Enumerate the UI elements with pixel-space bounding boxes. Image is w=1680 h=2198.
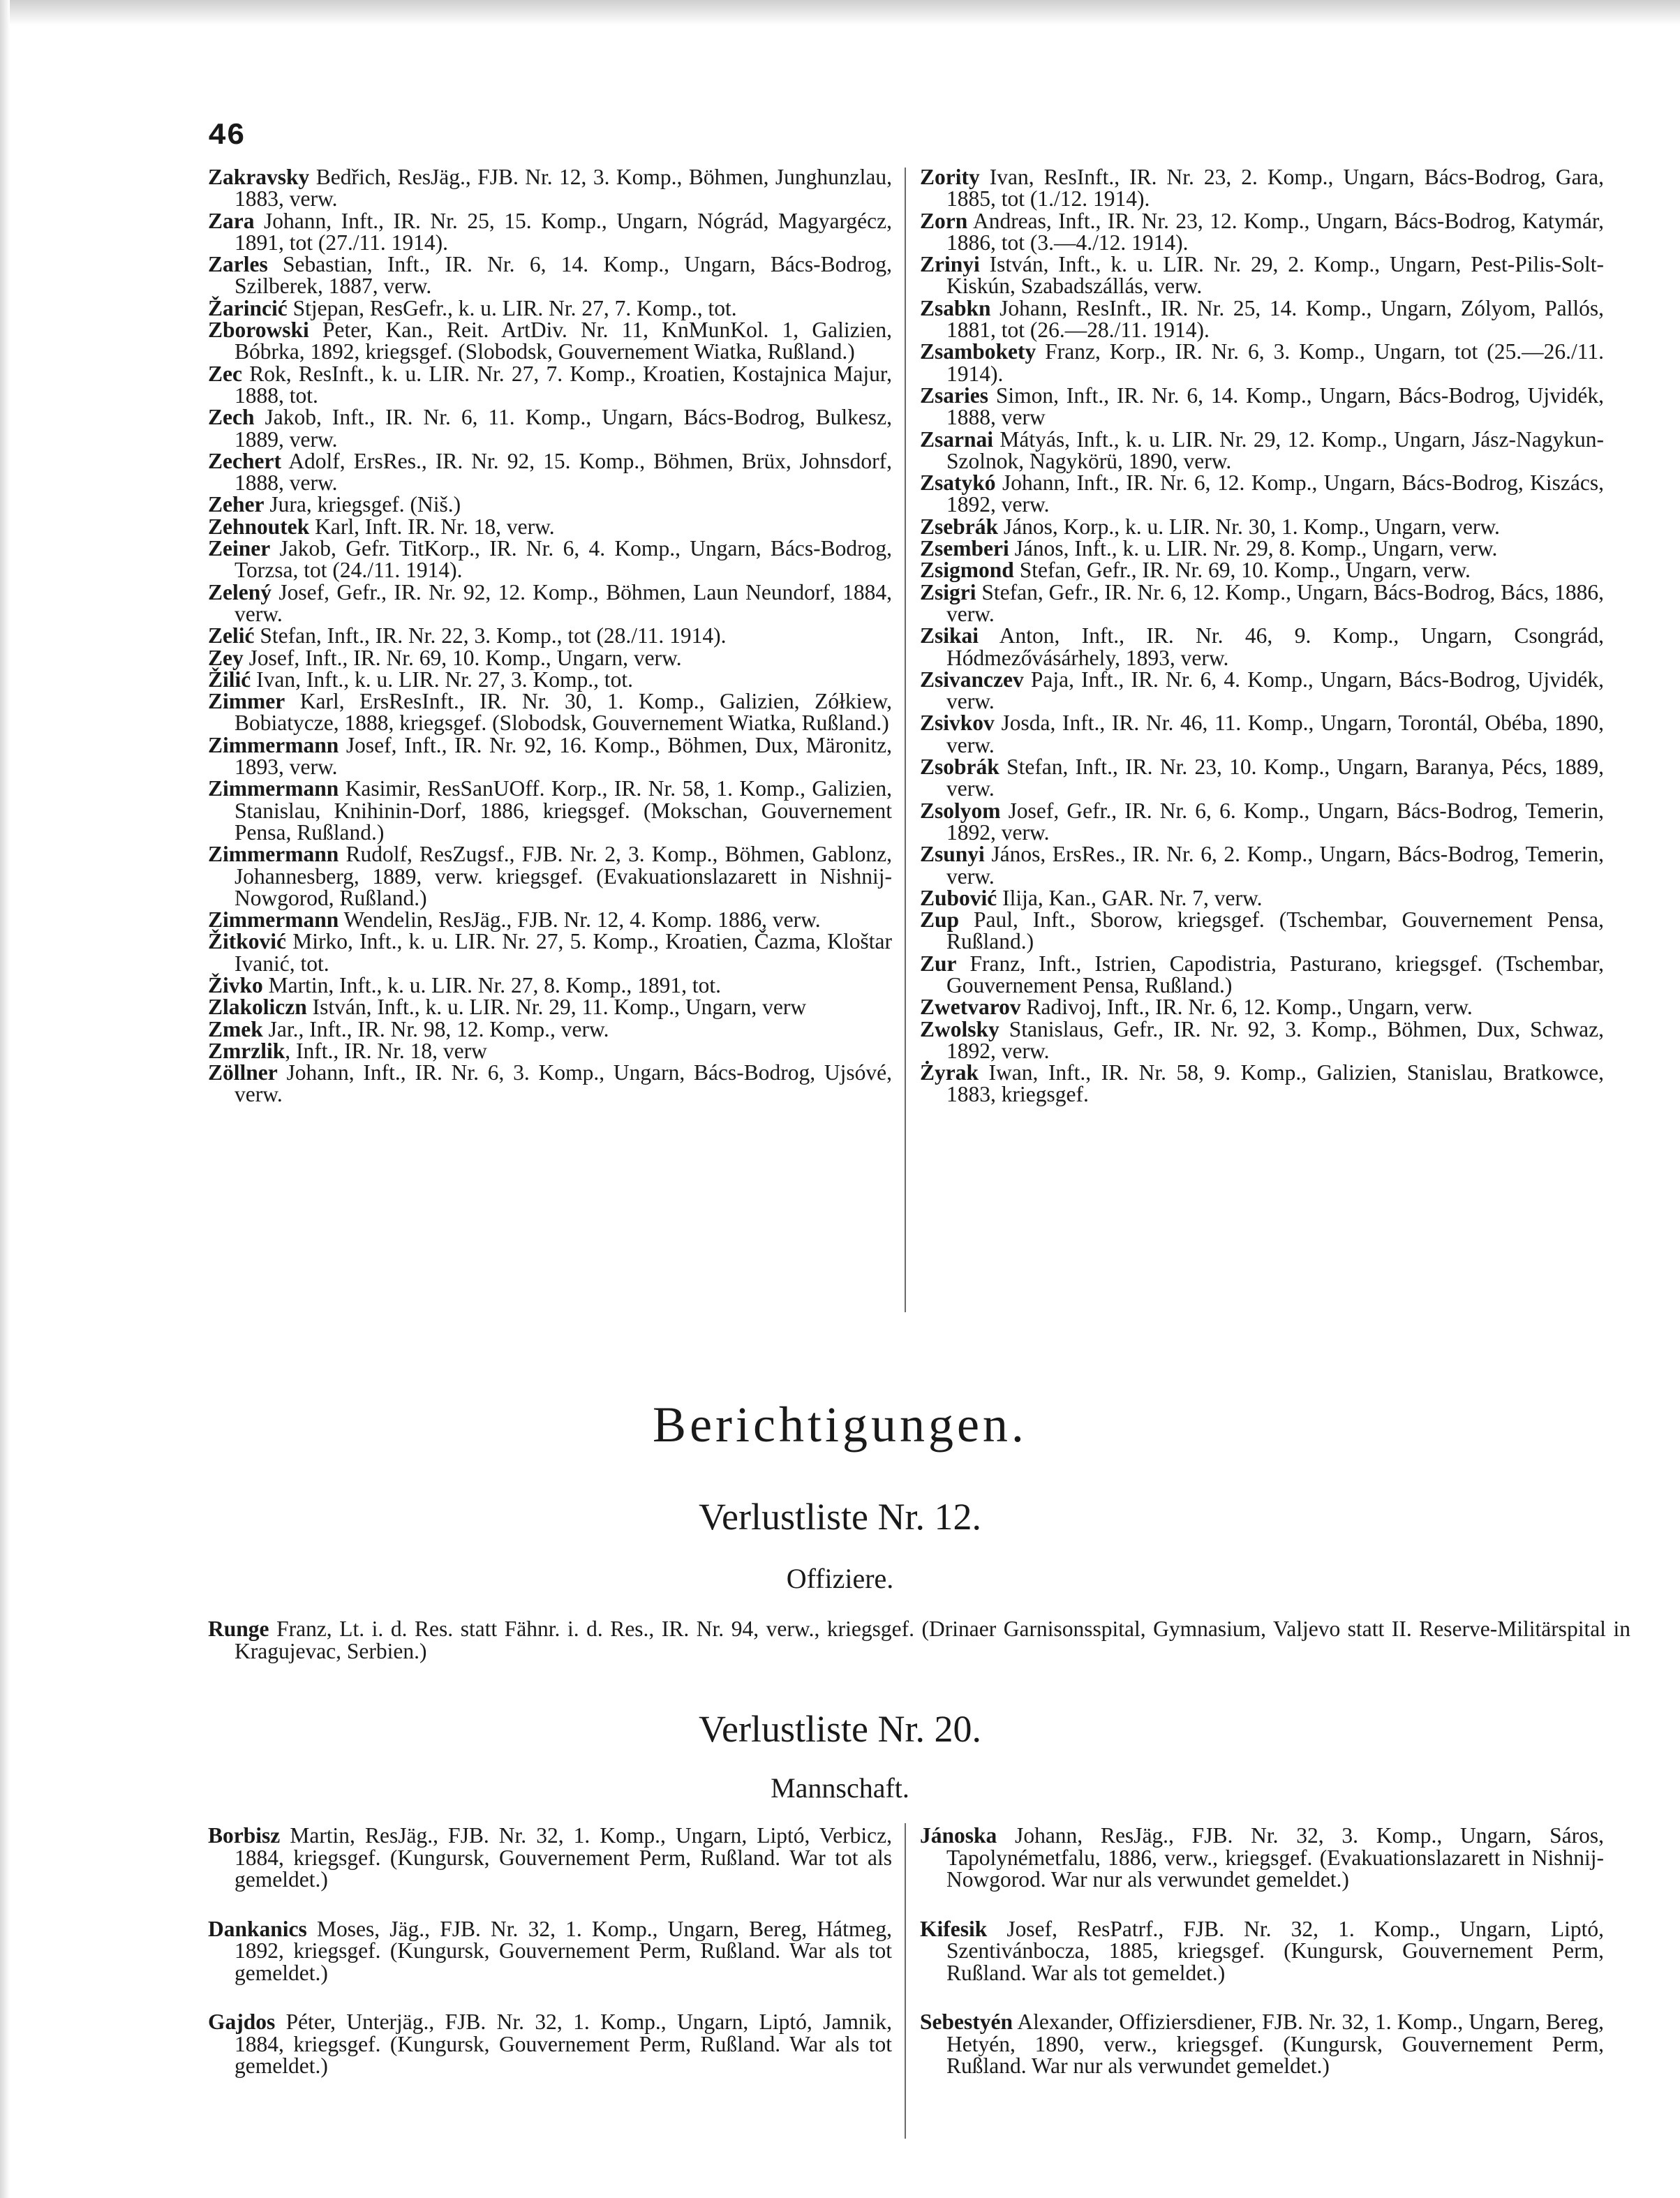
entry-text: Martin, ResJäg., FJB. Nr. 32, 1. Komp., Ungarn, Liptó, Verbicz, 1884, kriegsgef. (Kungursk, Gouvernement Perm, Rußland. War tot als gemeldet.) [235, 1823, 892, 1892]
entry-text: Moses, Jäg., FJB. Nr. 32, 1. Komp., Ungarn, Bereg, Hátmeg, 1892, kriegsgef. (Kungursk, Gouvernement Perm, Rußland. War als tot gemeldet.) [235, 1916, 892, 1985]
list-entry [920, 625, 1604, 669]
list12-subheading: Offiziere. [786, 1563, 894, 1594]
entry-surname: Zsigmond [920, 558, 1014, 583]
entry-text: István, Inft., k. u. LIR. Nr. 29, 2. Komp., Ungarn, Pest-Pilis-Solt-Kiskún, Szabadszállás, verw. [946, 252, 1604, 299]
entry-text: Johann, ResInft., IR. Nr. 25, 14. Komp., Ungarn, Zólyom, Pallós, 1881, tot (26.—28./11. 1914). [946, 295, 1604, 343]
entry-text: Ivan, ResInft., IR. Nr. 23, 2. Komp., Ungarn, Bács-Bodrog, Gara, 1885, tot (1./12. 1914). [946, 165, 1604, 211]
entry-text: Bedřich, ResJäg., FJB. Nr. 12, 3. Komp., Böhmen, Junghunzlau, 1883, verw. [235, 165, 892, 211]
list20-right-column [920, 1825, 1604, 2104]
list-entry [920, 253, 1604, 297]
entry-surname: Zsatykó [920, 470, 996, 496]
list-entry [208, 734, 892, 778]
list-entry [208, 1018, 892, 1040]
list-entry [920, 800, 1604, 844]
list-entry [920, 996, 1604, 1018]
list-entry [208, 974, 892, 996]
entry-text: Stjepan, ResGefr., k. u. LIR. Nr. 27, 7. Komp., tot. [287, 295, 737, 320]
scan-left-edge [0, 0, 10, 2198]
list20-column-divider [905, 1823, 906, 2139]
entry-text: Mátyás, Inft., k. u. LIR. Nr. 29, 12. Komp., Ungarn, Jász-Nagykun-Szolnok, Nagykörü, 1890, verw. [946, 426, 1604, 473]
list-entry [920, 559, 1604, 581]
entry-text: Johann, Inft., IR. Nr. 6, 12. Komp., Ungarn, Bács-Bodrog, Kiszács, 1892, verw. [946, 470, 1604, 517]
entry-text: Stanislaus, Gefr., IR. Nr. 92, 3. Komp., Böhmen, Dux, Schwaz, 1892, verw. [946, 1016, 1604, 1063]
list-entry [920, 1825, 1604, 1891]
entry-text: , Inft., IR. Nr. 18, verw [285, 1038, 487, 1063]
entry-text: Anton, Inft., IR. Nr. 46, 9. Komp., Ungarn, Csongrád, Hódmezővásárhely, 1893, verw. [946, 623, 1604, 670]
entry-surname: Zara [208, 208, 255, 233]
entry-surname: Zech [208, 405, 255, 430]
list-entry [920, 297, 1604, 341]
list20-left-column [208, 1825, 892, 2104]
list-entry [208, 1062, 892, 1106]
list-entry [920, 909, 1604, 953]
list-entry [920, 426, 1604, 473]
list-entry [208, 843, 892, 909]
entry-text: Ilija, Kan., GAR. Nr. 7, verw. [997, 885, 1263, 910]
entry-text: Paja, Inft., IR. Nr. 6, 4. Komp., Ungarn, Bács-Bodrog, Ujvidék, verw. [946, 667, 1604, 714]
entry-surname: Zmek [208, 1016, 263, 1041]
list12-heading: Verlustliste Nr. 12. [699, 1496, 981, 1538]
list-entry [208, 516, 892, 537]
entry-surname: Zec [208, 361, 242, 386]
list-entry [208, 210, 892, 254]
entry-surname: Žarincić [208, 295, 288, 320]
entry-text: Radivoj, Inft., IR. Nr. 6, 12. Komp., Ungarn, verw. [1020, 995, 1473, 1020]
list20-subheading: Mannschaft. [771, 1772, 909, 1804]
scan-top-edge [0, 0, 1680, 25]
list-entry [208, 297, 892, 319]
entry-text: Adolf, ErsRes., IR. Nr. 92, 15. Komp., Böhmen, Brüx, Johnsdorf, 1888, verw. [235, 448, 892, 496]
entry-surname: Kifesik [920, 1916, 988, 1941]
list-entry [920, 1062, 1604, 1106]
entry-surname: Zeiner [208, 536, 271, 561]
entry-surname: Zarles [208, 252, 268, 277]
left-column [208, 166, 892, 1106]
entry-text: Josef, ResPatrf., FJB. Nr. 32, 1. Komp., Ungarn, Liptó, Szentivánbocza, 1885, kriegsgef. (Kungursk, Gouvernement Perm, Rußland. War als tot gemeldet.) [946, 1916, 1604, 1985]
list-entry [208, 493, 892, 515]
list-entry [208, 319, 892, 363]
entry-surname: Zsivanczev [920, 667, 1024, 692]
list-entry [920, 887, 1604, 909]
list-entry [920, 756, 1604, 800]
entry-surname: Zsivkov [920, 711, 995, 736]
page-number: 46 [208, 119, 245, 154]
entry-text: Franz, Korp., IR. Nr. 6, 3. Komp., Ungarn, tot (25.—26./11. 1914). [946, 339, 1604, 386]
entry-surname: Zakravsky [208, 165, 310, 189]
entry-text: Iwan, Inft., IR. Nr. 58, 9. Komp., Galizien, Stanislau, Bratkowce, 1883, kriegsgef. [946, 1060, 1604, 1107]
list-entry [920, 537, 1604, 559]
entry-text: Peter, Kan., Reit. ArtDiv. Nr. 11, KnMunKol. 1, Galizien, Bóbrka, 1892, kriegsgef. (Slobodsk, Gouvernement Wiatka, Rußland.) [235, 318, 892, 364]
entry-surname: Zeher [208, 492, 265, 517]
entry-surname: Jánoska [920, 1823, 997, 1848]
entry-surname: Zsarnai [920, 426, 994, 452]
list-entry [920, 2011, 1604, 2077]
entry-surname: Zborowski [208, 318, 309, 343]
entry-text: Franz, Inft., Istrien, Capodistria, Pasturano, kriegsgef. (Tschembar, Gouvernement Pensa, Rußland.) [946, 951, 1604, 997]
entry-surname: Zimmermann [208, 842, 339, 867]
entry-text: Stefan, Gefr., IR. Nr. 6, 12. Komp., Ungarn, Bács-Bodrog, Bács, 1886, verw. [946, 579, 1604, 626]
entry-text: Rudolf, ResZugsf., FJB. Nr. 2, 3. Komp., Böhmen, Gablonz, Johannesberg, 1889, verw. kriegsgef. (Evakuationslazarett in Nishnij-Nowgorod, Rußland.) [235, 842, 892, 910]
entry-surname: Zsobrák [920, 755, 999, 780]
entry-text: Johann, Inft., IR. Nr. 6, 3. Komp., Ungarn, Bács-Bodrog, Ujsóvé, verw. [235, 1060, 892, 1107]
list-entry [208, 690, 892, 734]
entry-text: Mirko, Inft., k. u. LIR. Nr. 27, 5. Komp., Kroatien, Čazma, Kloštar Ivanić, tot. [235, 929, 892, 976]
entry-surname: Zsolyom [920, 798, 1001, 823]
entry-text: Rok, ResInft., k. u. LIR. Nr. 27, 7. Komp., Kroatien, Kostajnica Majur, 1888, tot. [235, 361, 892, 408]
entry-text: Stefan, Inft., IR. Nr. 23, 10. Komp., Ungarn, Baranya, Pécs, 1889, verw. [946, 755, 1604, 801]
entry-text: Stefan, Inft., IR. Nr. 22, 3. Komp., tot (28./11. 1914). [254, 623, 727, 648]
entry-text: Jakob, Inft., IR. Nr. 6, 11. Komp., Ungarn, Bács-Bodrog, Bulkesz, 1889, verw. [235, 405, 892, 452]
entry-text: Johann, Inft., IR. Nr. 25, 15. Komp., Ungarn, Nógrád, Magyargécz, 1891, tot (27./11. 1914). [235, 208, 892, 255]
entry-surname: Zsaries [920, 383, 988, 408]
entry-surname: Zsikai [920, 623, 979, 648]
entry-text: Jar., Inft., IR. Nr. 98, 12. Komp., verw. [262, 1016, 609, 1041]
entry-surname: Zorn [920, 208, 968, 233]
entry-text: Josef, Inft., IR. Nr. 92, 16. Komp., Böhmen, Dux, Märonitz, 1893, verw. [235, 732, 892, 780]
list-entry [920, 843, 1604, 887]
entry-text: Jakob, Gefr. TitKorp., IR. Nr. 6, 4. Komp., Ungarn, Bács-Bodrog, Torzsa, tot (24./11. 1914). [235, 536, 892, 583]
entry-surname: Zehnoutek [208, 514, 310, 539]
entry-text: Johann, ResJäg., FJB. Nr. 32, 3. Komp., Ungarn, Sáros, Tapolynémetfalu, 1886, verw., kriegsgef. (Evakuationslazarett in Nishnij-Nowgorod. War nur als verwundet gemeldet.) [946, 1823, 1604, 1892]
list-entry [208, 2011, 892, 2077]
entry-surname: Žitković [208, 929, 287, 954]
entry-text: Stefan, Gefr., IR. Nr. 69, 10. Komp., Ungarn, verw. [1013, 558, 1471, 583]
entry-surname: Dankanics [208, 1916, 307, 1941]
list-entry [920, 1018, 1604, 1062]
list-entry [920, 516, 1604, 537]
entry-text: Wendelin, ResJäg., FJB. Nr. 12, 4. Komp. 1886, verw. [339, 907, 821, 933]
list-entry [920, 712, 1604, 756]
entry-surname: Zwetvarov [920, 995, 1021, 1020]
entry-surname: Gajdos [208, 2010, 276, 2034]
entry-surname: Zimmermann [208, 732, 339, 757]
entry-text: Sebastian, Inft., IR. Nr. 6, 14. Komp., Ungarn, Bács-Bodrog, Szilberek, 1887, verw. [235, 252, 892, 299]
list-entry [208, 930, 892, 974]
entry-text: Paul, Inft., Sborow, kriegsgef. (Tschembar, Gouvernement Pensa, Rußland.) [946, 907, 1604, 954]
entry-text: János, Korp., k. u. LIR. Nr. 30, 1. Komp., Ungarn, verw. [998, 514, 1500, 539]
entry-text: Karl, ErsResInft., IR. Nr. 30, 1. Komp., Galizien, Zółkiew, Bobiatycze, 1888, kriegsgef. (Slobodsk, Gouvernement Wiatka, Rußland.) [235, 689, 892, 736]
list-entry [208, 166, 892, 210]
entry-surname: Zority [920, 165, 980, 189]
entry-surname: Zur [920, 951, 957, 976]
entry-surname: Zimmermann [208, 776, 339, 801]
entry-surname: Zubović [920, 885, 997, 910]
entry-text: Karl, Inft. IR. Nr. 18, verw. [309, 514, 555, 539]
entry-surname: Zlakoliczn [208, 995, 307, 1020]
list-entry [208, 1040, 892, 1062]
entry-text: István, Inft., k. u. LIR. Nr. 29, 11. Komp., Ungarn, verw [306, 995, 807, 1020]
entry-surname: Zup [920, 907, 960, 933]
list-entry [208, 581, 892, 625]
list-entry [208, 450, 892, 494]
entry-text: Alexander, Offiziersdiener, FJB. Nr. 32, 1. Komp., Ungarn, Bereg, Hetyén, 1890, verw., kriegsgef. (Kungursk, Gouvernement Perm, Rußland. War nur als verwundet gemeldet.) [946, 2010, 1604, 2078]
entry-text: Josef, Gefr., IR. Nr. 6, 6. Komp., Ungarn, Bács-Bodrog, Temerin, 1892, verw. [946, 798, 1604, 845]
list-entry [920, 581, 1604, 625]
list-entry [208, 363, 892, 407]
list-entry [920, 669, 1604, 713]
list-entry [208, 996, 892, 1018]
list-entry [208, 907, 892, 933]
list-entry [920, 210, 1604, 254]
berichtigungen-heading: Berichtigungen. [653, 1397, 1027, 1453]
list-entry [208, 1918, 892, 1984]
entry-surname: Zimmer [208, 689, 285, 714]
entry-text: Josef, Gefr., IR. Nr. 92, 12. Komp., Böhmen, Laun Neundorf, 1884, verw. [235, 579, 892, 626]
entry-surname: Zwolsky [920, 1016, 999, 1041]
entry-surname: Zelić [208, 623, 255, 648]
entry-surname: Zsunyi [920, 842, 985, 867]
column-divider [905, 168, 906, 1312]
entry-text: Josda, Inft., IR. Nr. 46, 11. Komp., Ungarn, Torontál, Obéba, 1890, verw. [946, 711, 1604, 757]
entry-text: Péter, Unterjäg., FJB. Nr. 32, 1. Komp., Ungarn, Liptó, Jamnik, 1884, kriegsgef. (Kungursk, Gouvernement Perm, Rußland. War als tot gemeldet.) [235, 2010, 892, 2078]
list-entry [208, 253, 892, 297]
list-entry [920, 953, 1604, 997]
entry-surname: Borbisz [208, 1823, 281, 1848]
entry-surname: Zsebrák [920, 514, 999, 539]
entry-text: János, ErsRes., IR. Nr. 6, 2. Komp., Ungarn, Bács-Bodrog, Temerin, verw. [946, 842, 1604, 889]
list-entry [208, 537, 892, 581]
entry-surname: Živko [208, 972, 263, 997]
right-column [920, 166, 1604, 1106]
entry-surname: Zechert [208, 448, 281, 473]
entry-text: Ivan, Inft., k. u. LIR. Nr. 27, 3. Komp., tot. [251, 667, 633, 692]
list-entry [208, 1825, 892, 1891]
entry-surname: Zrinyi [920, 252, 980, 277]
entry-surname: Sebestyén [920, 2010, 1013, 2034]
list-entry [920, 1918, 1604, 1984]
list-entry [208, 406, 892, 450]
list-entry [920, 385, 1604, 429]
entry-surname: Zsemberi [920, 536, 1009, 561]
entry-surname: Zöllner [208, 1060, 278, 1085]
entry-text: János, Inft., k. u. LIR. Nr. 29, 8. Komp., Ungarn, verw. [1009, 536, 1498, 561]
list-entry [920, 472, 1604, 516]
entry-surname: Zsabkn [920, 295, 991, 320]
list-entry [208, 647, 892, 669]
list20-heading: Verlustliste Nr. 20. [699, 1708, 981, 1750]
entry-text: Jura, kriegsgef. (Niš.) [264, 492, 461, 517]
entry-text: Martin, Inft., k. u. LIR. Nr. 27, 8. Komp., 1891, tot. [262, 972, 721, 997]
entry-surname: Zsigri [920, 579, 976, 604]
list-entry [920, 166, 1604, 210]
list-entry [208, 625, 892, 646]
entry-surname: Zelený [208, 579, 272, 604]
entry-surname: Zey [208, 645, 244, 670]
entry-text: Josef, Inft., IR. Nr. 69, 10. Komp., Ungarn, verw. [243, 645, 682, 670]
entry-surname: Zimmermann [208, 907, 339, 933]
list-entry [920, 341, 1604, 385]
list-entry [208, 669, 892, 690]
list-entry [208, 778, 892, 843]
list12-entry [208, 1618, 1630, 1663]
entry-surname: Zmrzlik [208, 1038, 285, 1063]
entry-surname: Żyrak [920, 1060, 979, 1085]
entry-text: Simon, Inft., IR. Nr. 6, 14. Komp., Ungarn, Bács-Bodrog, Ujvidék, 1888, verw [946, 383, 1604, 430]
entry-text: Andreas, Inft., IR. Nr. 23, 12. Komp., Ungarn, Bács-Bodrog, Katymár, 1886, tot (3.—4./12. 1914). [946, 208, 1604, 255]
entry-surname: Zsambokety [920, 339, 1036, 364]
entry-surname: Žilić [208, 667, 251, 692]
list12-entry-surname: Runge [208, 1617, 269, 1641]
entry-text: Kasimir, ResSanUOff. Korp., IR. Nr. 58, 1. Komp., Galizien, Stanislau, Knihinin-Dorf, 1886, kriegsgef. (Mokschan, Gouvernement Pensa, Rußland.) [235, 776, 892, 845]
list12-entry-text: Franz, Lt. i. d. Res. statt Fähnr. i. d. Res., IR. Nr. 94, verw., kriegsgef. (Drinaer Garnisonsspital, Gymnasium, Valjevo statt II. Reserve-Militärspital in Kragujevac, Serbien.) [235, 1617, 1630, 1663]
